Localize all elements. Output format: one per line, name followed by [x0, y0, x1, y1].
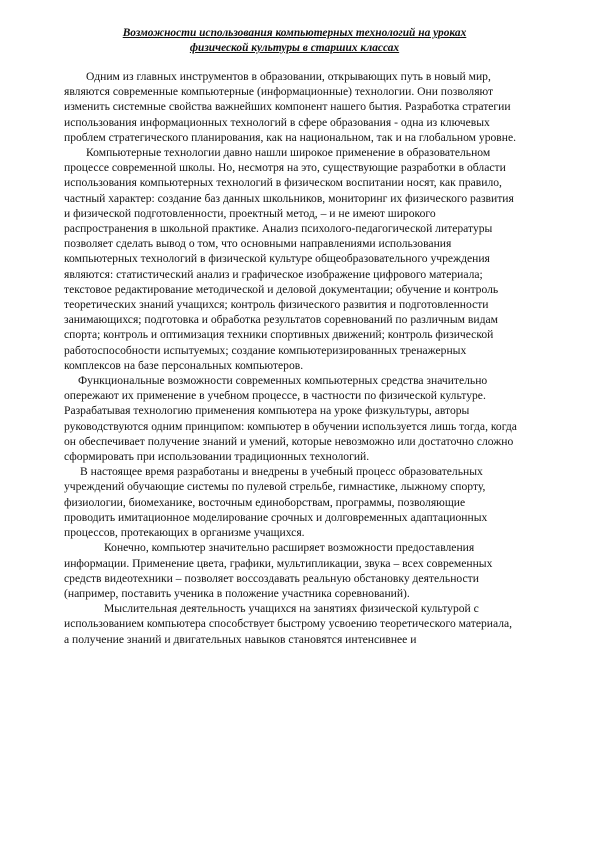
- paragraph-6: Мыслительная деятельность учащихся на занятиях физической культурой с использованием компьютера способствует быстрому усвоению теоретического материала, а получение знаний и двигательных навыков становятся интенсивнее и: [64, 602, 513, 646]
- paragraph-4: В настоящее время разработаны и внедрены в учебный процесс образовательных учреждений обучающие системы по пулевой стрельбе, гимнастике, лыжному спорту, физиологии, биомеханике, восточным единоборствам, программы, позволяющие проводить имитационное моделирование срочных и долговременных адаптационных процессов, протекающих в организме учащихся.: [64, 465, 488, 540]
- title-line-2: физической культуры в старших классах: [189, 42, 400, 54]
- document-title: [64, 26, 517, 56]
- paragraph-3: Функциональные возможности современных компьютерных средства значительно опережают их применение в учебном процессе, в частности по физической культуре. Разрабатывая технологию применения компьютера на уроке физкультуры, авторы руководствуются одним принципом: компьютер в обучении используется лишь тогда, когда он обеспечивает получение знаний и умений, которые невозможно или достаточно сложно сформировать при использовании традиционных технологий.: [64, 374, 517, 464]
- title-line-1: Возможности использования компьютерных технологий на уроках: [122, 27, 467, 39]
- paragraph-2: Компьютерные технологии давно нашли широкое применение в образовательном процессе современной школы. Но, несмотря на это, существующие разработки в области использования компьютерных технологий в физическом воспитании носят, как правило, частный характер: создание баз данных школьников, мониторинг их физического развития и физической подготовленности, проектный метод, – и не имеют широкого распространения в школьной практике. Анализ психолого-педагогической литературы позволяет сделать вывод о том, что основными направлениями использования компьютерных технологий в физической культуре общеобразовательного учреждения являются: статистический анализ и графическое изображение цифрового материала; текстовое редактирование методической и деловой документации; обучение и контроль теоретических знаний учащихся; контроль физического развития и подготовленности занимающихся; подготовка и обработка результатов соревнований по различным видам спорта; контроль и оптимизация техники спортивных движений; контроль физической работоспособности испытуемых; создание компьютеризированных тренажерных комплексов на базе персональных компьютеров.: [64, 146, 514, 372]
- paragraph-1: Одним из главных инструментов в образовании, открывающих путь в новый мир, являются современные компьютерные (информационные) технологии. Они позволяют изменить системные свойства важнейших компонент нашего бытия. Разработка стратегии использования информационных технологий в сфере образования - одна из ключевых проблем стратегического планирования, как на национальном, так и на глобальном уровне.: [64, 70, 517, 144]
- paragraph-5: Конечно, компьютер значительно расширяет возможности предоставления информации. Применение цвета, графики, мультипликации, звука – всех современных средств видеотехники – позволяет воссоздавать реальную обстановку деятельности (например, поставить ученика в положение участника соревнований).: [64, 541, 493, 600]
